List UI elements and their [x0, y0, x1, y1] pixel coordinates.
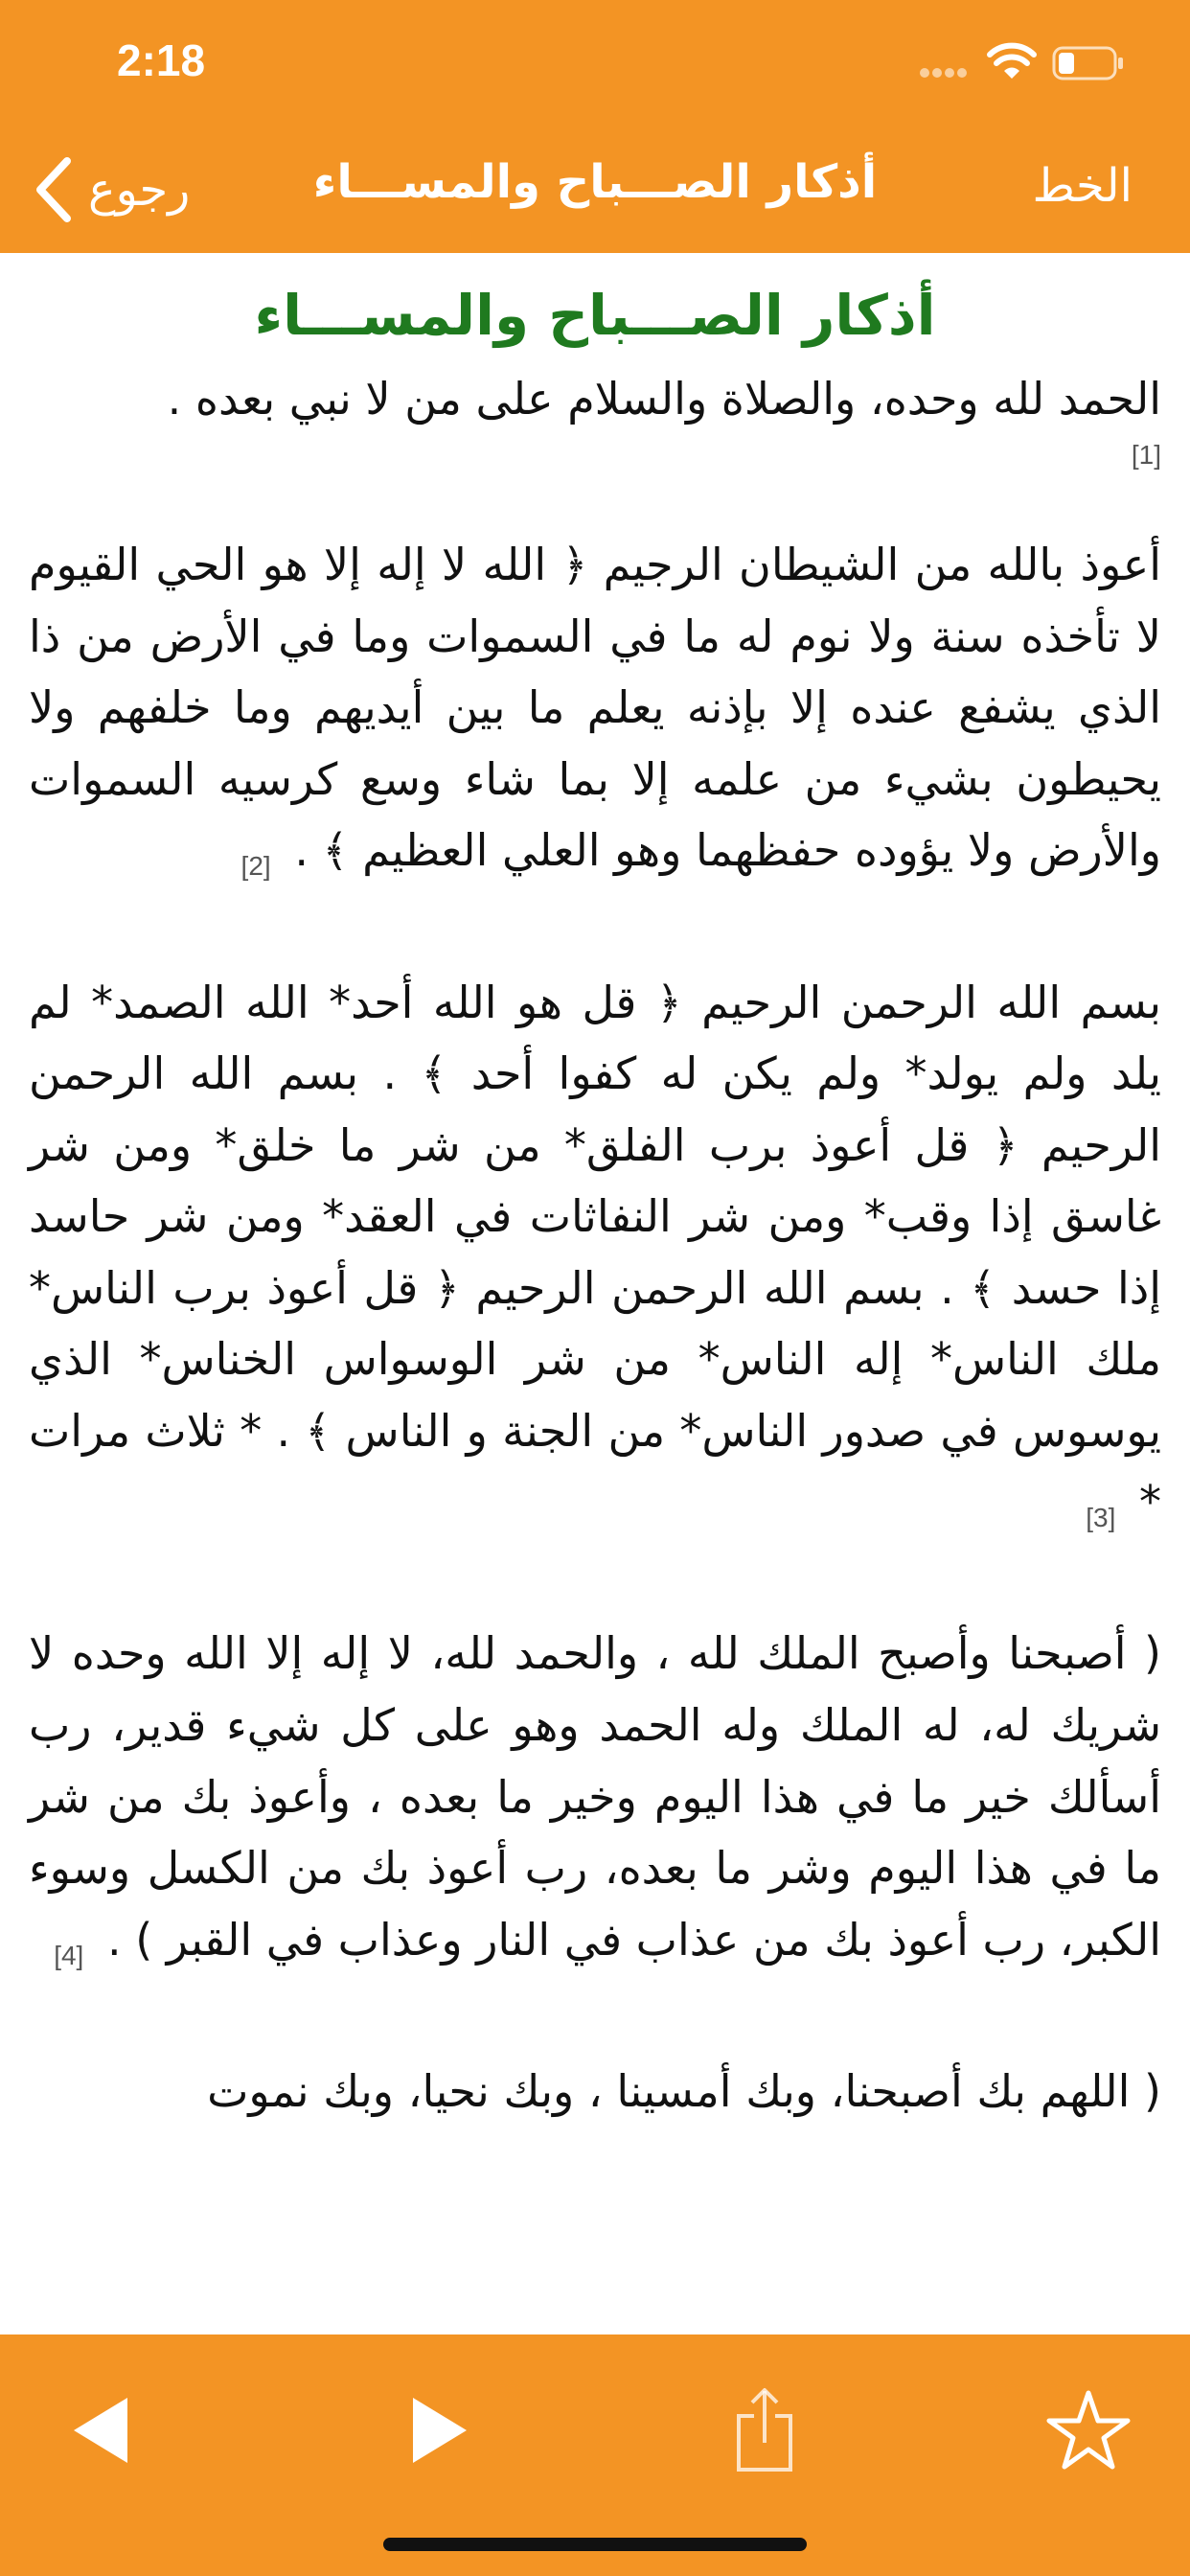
next-button[interactable]: [391, 2382, 487, 2478]
footnote-link[interactable]: [4]: [54, 1940, 84, 1970]
home-indicator[interactable]: [383, 2538, 807, 2551]
intro-text-body: الحمد لله وحده، والصلاة والسلام على من لا نبي بعده .: [167, 373, 1161, 426]
dhikr-paragraph: [29, 1618, 1161, 1976]
share-button[interactable]: [717, 2382, 812, 2478]
dhikr-paragraph: [29, 529, 1161, 887]
footnote-link[interactable]: [1]: [1131, 439, 1161, 470]
star-icon: [1045, 2389, 1132, 2472]
status-time: 2:18: [117, 35, 206, 85]
chevron-left-icon: [34, 157, 73, 222]
previous-button[interactable]: [54, 2382, 149, 2478]
dhikr-text: بسم الله الرحمن الرحيم ﴿ قل هو الله أحد* الله الصمد* لم يلد ولم يولد* ولم يكن له كفوا أحد ﴾ . بسم الله الرحمن الرحيم ﴿ قل أعوذ برب الفلق* من شر ما خلق* ومن شر غاسق إذا وقب* ومن شر النفاثات في العقد* ومن شر حاسد إذا حسد ﴾ . بسم الله الرحمن الرحيم ﴿ قل أعوذ برب الناس* ملك الناس* إله الناس* من شر الوسواس الخناس* الذي يوسوس في صدور الناس* من الجنة و الناس ﴾ . * ثلاث مرات *: [29, 976, 1161, 1529]
dhikr-text: ( اللهم بك أصبحنا، وبك أمسينا ، وبك نحيا، وبك نموت: [207, 2064, 1161, 2117]
back-button-label: رجوع: [88, 163, 191, 217]
next-icon: [405, 2392, 472, 2469]
favorite-button[interactable]: [1041, 2382, 1136, 2478]
back-button[interactable]: [34, 153, 190, 226]
content-title: أذكار الصـــباح والمســـاء: [254, 283, 936, 348]
intro-text: [29, 365, 1161, 475]
dhikr-text: أعوذ بالله من الشيطان الرجيم ﴿ الله لا إله إلا هو الحي القيوم لا تأخذه سنة ولا نوم له ما في السموات وما في الأرض من ذا الذي يشفع عنده إلا بإذنه يعلم ما بين أيديهم وما خلفهم ولا يحيطون بشيء من علمه إلا بما شاء وسع كرسيه السموات والأرض ولا يؤوده حفظهما وهو العلي العظيم ﴾ .: [29, 539, 1161, 877]
page-title: أذكار الصـــباح والمســـاء: [312, 155, 878, 209]
footnote-link[interactable]: [3]: [1086, 1503, 1116, 1533]
status-bar: [0, 0, 1190, 126]
top-bar: [0, 0, 1190, 253]
dhikr-paragraph: [29, 967, 1161, 1540]
wifi-icon: [987, 42, 1037, 80]
content-scroll-view[interactable]: [0, 253, 1190, 2334]
share-icon: [731, 2387, 798, 2473]
battery-icon: [1052, 46, 1125, 80]
previous-icon: [68, 2392, 135, 2469]
footnote-link[interactable]: [2]: [240, 851, 271, 882]
font-button[interactable]: الخط: [1032, 159, 1133, 213]
navigation-bar: [0, 126, 1190, 253]
dhikr-text: ( أصبحنا وأصبح الملك لله ، والحمد لله، لا إله إلا الله وحده لا شريك له، له الملك وله الحمد وهو على كل شيء قدير، رب أسألك خير ما في هذا اليوم وخير ما بعده ، وأعوذ بك من شر ما في هذا اليوم وشر ما بعده، رب أعوذ بك من الكسل وسوء الكبر، رب أعوذ بك من عذاب في النار وعذاب في القبر ) .: [29, 1627, 1161, 1966]
dhikr-paragraph: [29, 2056, 1161, 2128]
cellular-signal-icon: [920, 63, 973, 75]
